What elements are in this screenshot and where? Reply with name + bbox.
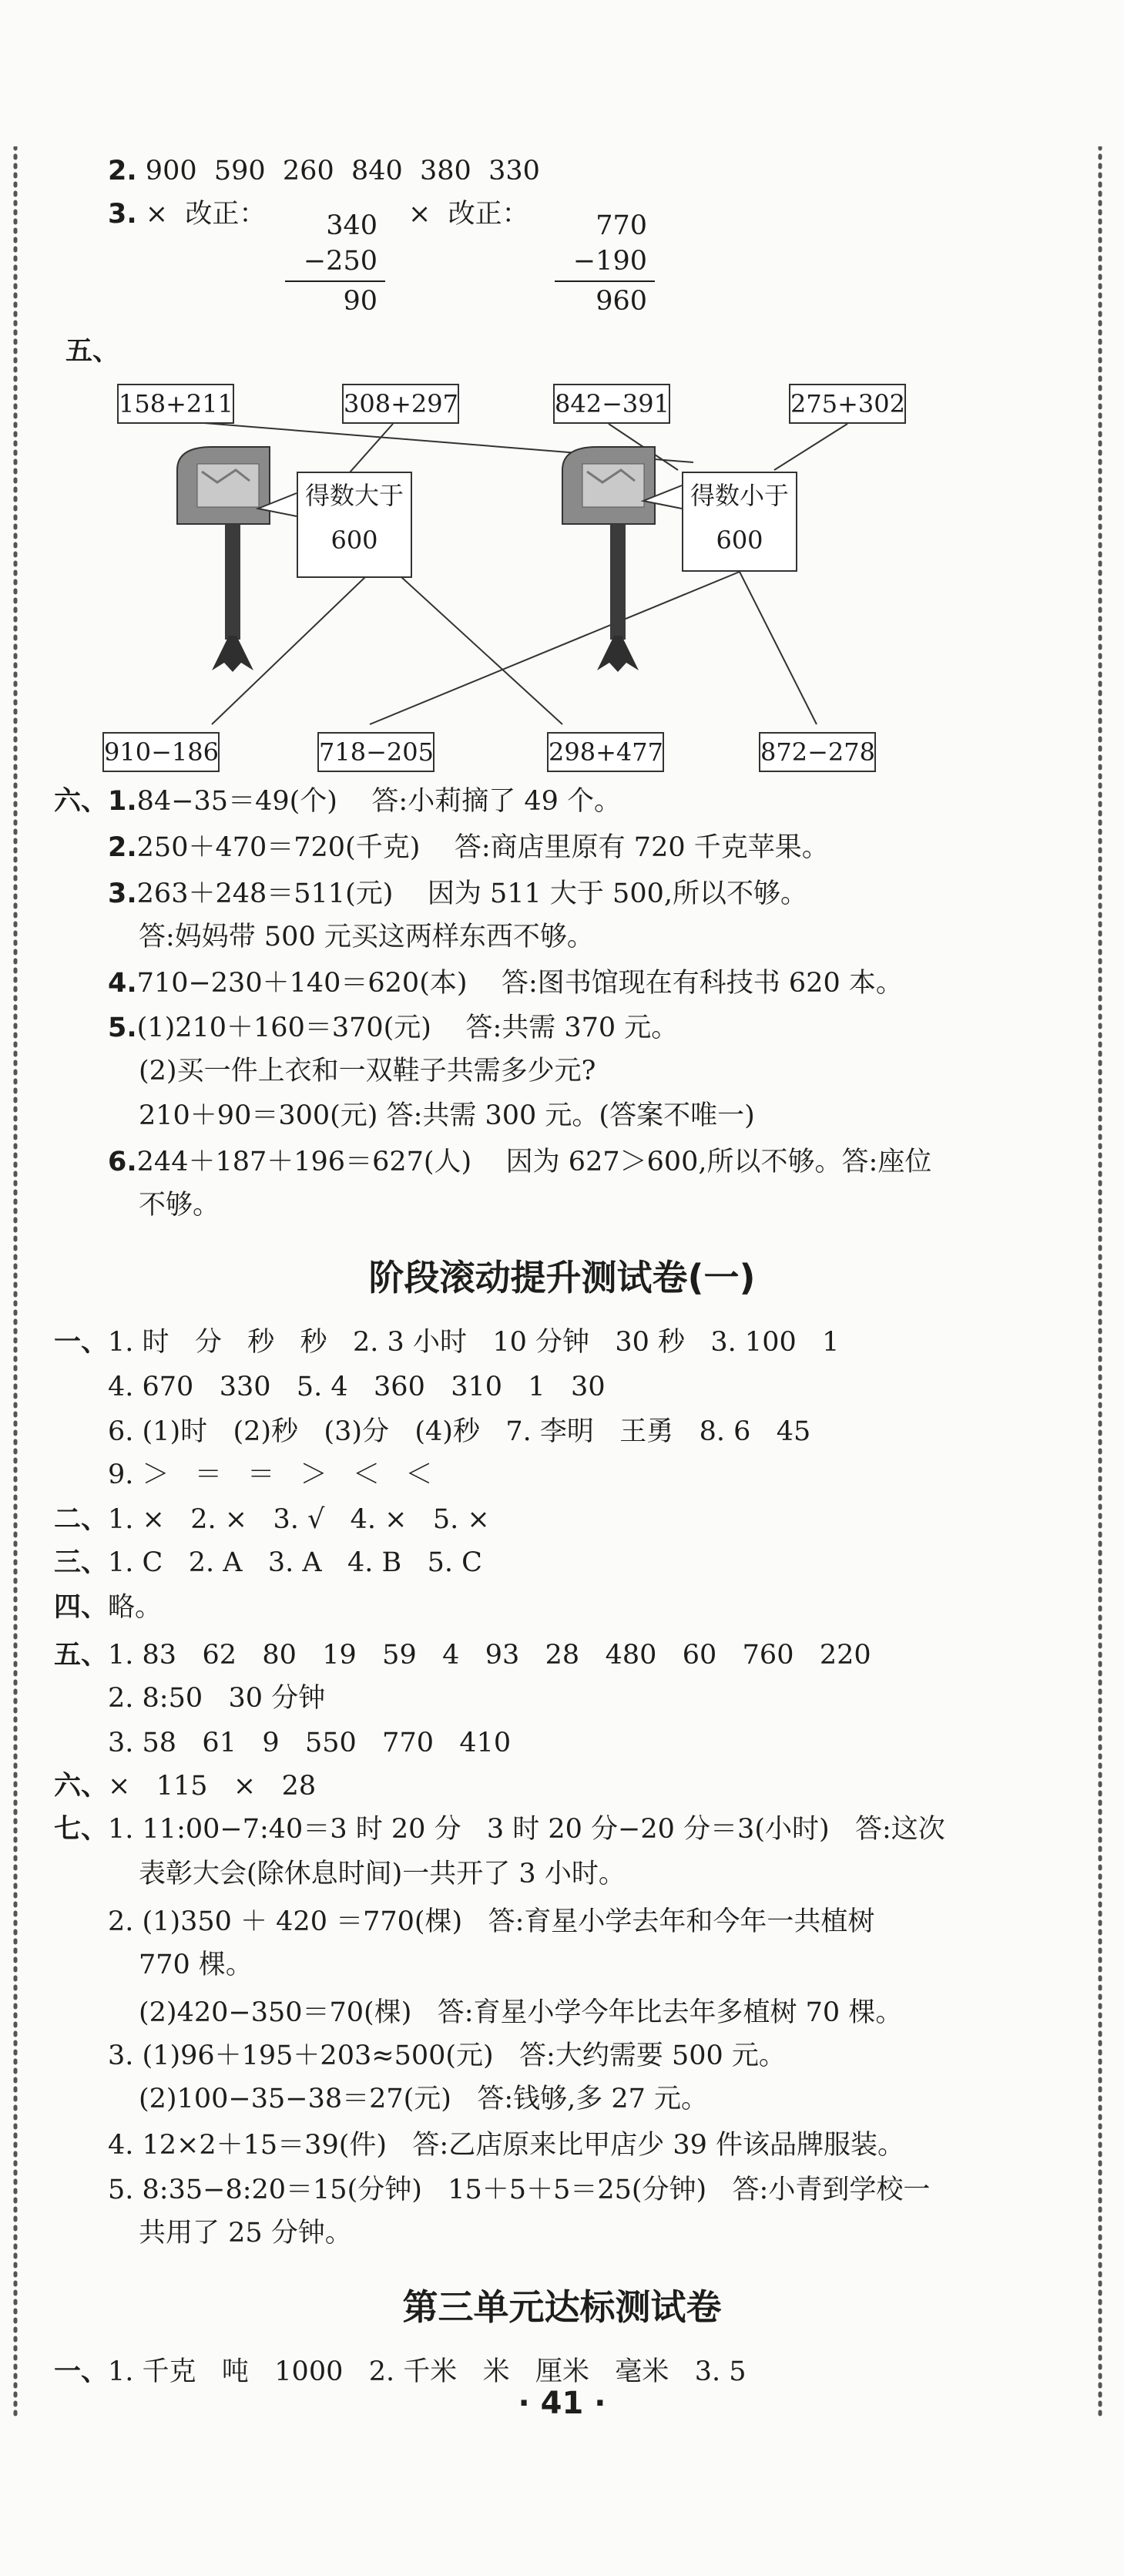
section-label: 五、 [65, 336, 120, 367]
section-heading: 第三单元达标测试卷 [402, 2286, 722, 2328]
answer-line: 770 棵。 [139, 1950, 253, 1980]
expr-box-bottom-3: 298+477 [547, 732, 664, 772]
answer-line: 6. (1)时 (2)秒 (3)分 (4)秒 7. 李明 王勇 8. 6 45 [108, 1416, 811, 1447]
expr-box-top-4: 275+302 [789, 384, 906, 424]
answer-line: 3. 58 61 9 550 770 410 [108, 1728, 512, 1758]
calc-result: 90 [343, 286, 377, 317]
expr-box-top-1: 158+211 [117, 384, 234, 424]
answer-line: 表彰大会(除休息时间)一共开了 3 小时。 [139, 1859, 626, 1889]
section-heading: 阶段滚动提升测试卷(一) [368, 1257, 756, 1298]
answer-line: 3.263＋248＝511(元) 因为 511 大于 500,所以不够。 [108, 878, 807, 909]
answer-line: 七、1. 11:00−7:40＝3 时 20 分 3 时 20 分−20 分＝3(小时) 答:这次 [54, 1814, 945, 1845]
answer-line: (2)买一件上衣和一双鞋子共需多少元? [139, 1056, 596, 1086]
mailbox-icon [562, 447, 655, 672]
answer-line: 共用了 25 分钟。 [139, 2218, 352, 2249]
expr-box-bottom-2: 718−205 [317, 732, 435, 772]
answer-line: 2.250＋470＝720(千克) 答:商店里原有 720 千克苹果。 [108, 832, 829, 863]
mailbox-label-less: 得数小于 600 [682, 472, 797, 572]
answer-line: 4.710−230＋140＝620(本) 答:图书馆现在有科技书 620 本。 [108, 968, 903, 999]
vertical-calc-left: 340 −250 [303, 210, 377, 277]
answer-line: 六、× 115 × 28 [54, 1771, 317, 1802]
answer-line: 一、1. 千克 吨 1000 2. 千米 米 厘米 毫米 3. 5 [54, 2356, 747, 2387]
answer-line: × 改正： [408, 199, 529, 230]
vertical-calc-right: 770 −190 [572, 210, 647, 277]
answer-line: 四、略。 [54, 1592, 163, 1623]
answer-line: 六、1.84−35＝49(个) 答:小莉摘了 49 个。 [54, 786, 621, 817]
answer-line: 3. × 改正： [108, 199, 267, 230]
answer-line: 不够。 [139, 1190, 220, 1221]
expr-box-bottom-4: 872−278 [759, 732, 876, 772]
answer-line: 5.(1)210＋160＝370(元) 答:共需 370 元。 [108, 1013, 679, 1043]
expr-box-top-3: 842−391 [553, 384, 670, 424]
expr-box-top-2: 308+297 [342, 384, 459, 424]
page-number: · 41 · [518, 2386, 606, 2421]
mailbox-label-greater: 得数大于 600 [297, 472, 412, 578]
answer-line: 4. 12×2＋15＝39(件) 答:乙店原来比甲店少 39 件该品牌服装。 [108, 2130, 904, 2161]
answer-line: 2. (1)350 ＋ 420 ＝770(棵) 答:育星小学去年和今年一共植树 [108, 1906, 875, 1937]
answer-line: 4. 670 330 5. 4 360 310 1 30 [108, 1372, 606, 1402]
answer-line: 答:妈妈带 500 元买这两样东西不够。 [139, 922, 594, 952]
expr-box-bottom-1: 910−186 [102, 732, 220, 772]
answer-line: 6.244＋187＋196＝627(人) 因为 627＞600,所以不够。答:座位 [108, 1147, 932, 1177]
answer-line: 2. 900 590 260 840 380 330 [108, 156, 540, 186]
answer-line: 5. 8:35−8:20＝15(分钟) 15＋5＋5＝25(分钟) 答:小青到学校一 [108, 2175, 931, 2205]
calc-result: 960 [596, 286, 647, 317]
answer-line: 三、1. C 2. A 3. A 4. B 5. C [54, 1547, 482, 1578]
answer-line: 五、1. 83 62 80 19 59 4 93 28 480 60 760 220 [54, 1640, 871, 1671]
answer-line: 二、1. × 2. × 3. √ 4. × 5. × [54, 1504, 490, 1535]
mailbox-icon [177, 447, 270, 672]
answer-line: 210＋90＝300(元) 答:共需 300 元。(答案不唯一) [139, 1100, 755, 1131]
answer-line: (2)420−350＝70(棵) 答:育星小学今年比去年多植树 70 棵。 [139, 1997, 903, 2028]
answer-line: 2. 8:50 30 分钟 [108, 1683, 326, 1714]
answer-line: (2)100−35−38＝27(元) 答:钱够,多 27 元。 [139, 2084, 709, 2114]
answer-line: 3. (1)96＋195＋203≈500(元) 答:大约需要 500 元。 [108, 2040, 786, 2071]
answer-line: 一、1. 时 分 秒 秒 2. 3 小时 10 分钟 30 秒 3. 100 1 [54, 1327, 840, 1358]
answer-line: 9. ＞ ＝ ＝ ＞ ＜ ＜ [108, 1459, 433, 1490]
